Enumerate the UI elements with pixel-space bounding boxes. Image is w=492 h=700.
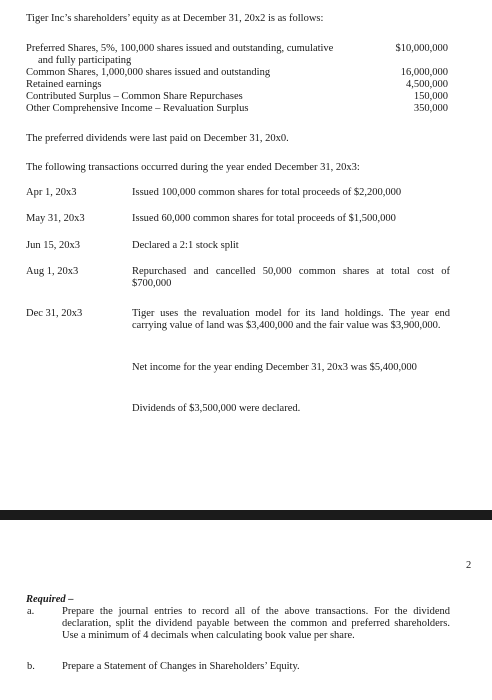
contributed-surplus-amount: 150,000 — [413, 91, 448, 102]
transaction-desc: Issued 60,000 common shares for total proceeds of $1,500,000 — [132, 213, 396, 224]
contributed-surplus-label: Contributed Surplus – Common Share Repurchases — [26, 91, 243, 102]
transaction-date: Jun 15, 20x3 — [26, 240, 80, 251]
retained-earnings-label: Retained earnings — [26, 79, 102, 90]
common-shares-label: Common Shares, 1,000,000 shares issued and outstanding — [26, 67, 271, 78]
preferred-shares-label: Preferred Shares, 5%, 100,000 shares issued and outstanding, cumulative — [26, 43, 334, 54]
transaction-date: Aug 1, 20x3 — [26, 266, 79, 277]
retained-earnings-amount: 4,500,000 — [406, 79, 448, 90]
required-item-letter: b. — [27, 661, 35, 672]
required-item-text: Prepare the journal entries to record all of the above transactions. For the dividend declaration, split the dividend payable between the common and preferred shareholders. Use a minimum of 4 decimals when calculating book value per share. — [62, 606, 450, 641]
page-divider — [0, 510, 492, 520]
required-title: Required – — [26, 594, 74, 605]
required-item-text: Prepare a Statement of Changes in Shareholders’ Equity. — [62, 661, 300, 672]
required-item-letter: a. — [27, 606, 35, 617]
common-shares-amount: 16,000,000 — [400, 67, 448, 78]
transaction-date: Apr 1, 20x3 — [26, 187, 77, 198]
preferred-shares-amount: $10,000,000 — [395, 43, 448, 54]
page-number: 2 — [466, 560, 472, 571]
dividends-note: Dividends of $3,500,000 were declared. — [132, 403, 301, 414]
oci-amount: 350,000 — [413, 103, 448, 114]
transaction-desc: Tiger uses the revaluation model for its land holdings. The year end carrying value of land was $3,400,000 and the fair value was $3,900,000. — [132, 308, 450, 331]
intro-text: Tiger Inc’s shareholders’ equity as at December 31, 20x2 is as follows: — [26, 13, 324, 24]
preferred-shares-label-cont: and fully participating — [38, 55, 132, 66]
oci-label: Other Comprehensive Income – Revaluation Surplus — [26, 103, 249, 114]
transaction-desc: Repurchased and cancelled 50,000 common shares at total cost of $700,000 — [132, 266, 450, 289]
transaction-desc: Declared a 2:1 stock split — [132, 240, 239, 251]
transaction-desc: Issued 100,000 common shares for total proceeds of $2,200,000 — [132, 187, 402, 198]
preferred-dividend-note: The preferred dividends were last paid on December 31, 20x0. — [26, 133, 289, 144]
transaction-date: May 31, 20x3 — [26, 213, 85, 224]
transaction-date: Dec 31, 20x3 — [26, 308, 83, 319]
net-income-note: Net income for the year ending December 31, 20x3 was $5,400,000 — [132, 362, 417, 373]
transactions-intro: The following transactions occurred during the year ended December 31, 20x3: — [26, 162, 360, 173]
